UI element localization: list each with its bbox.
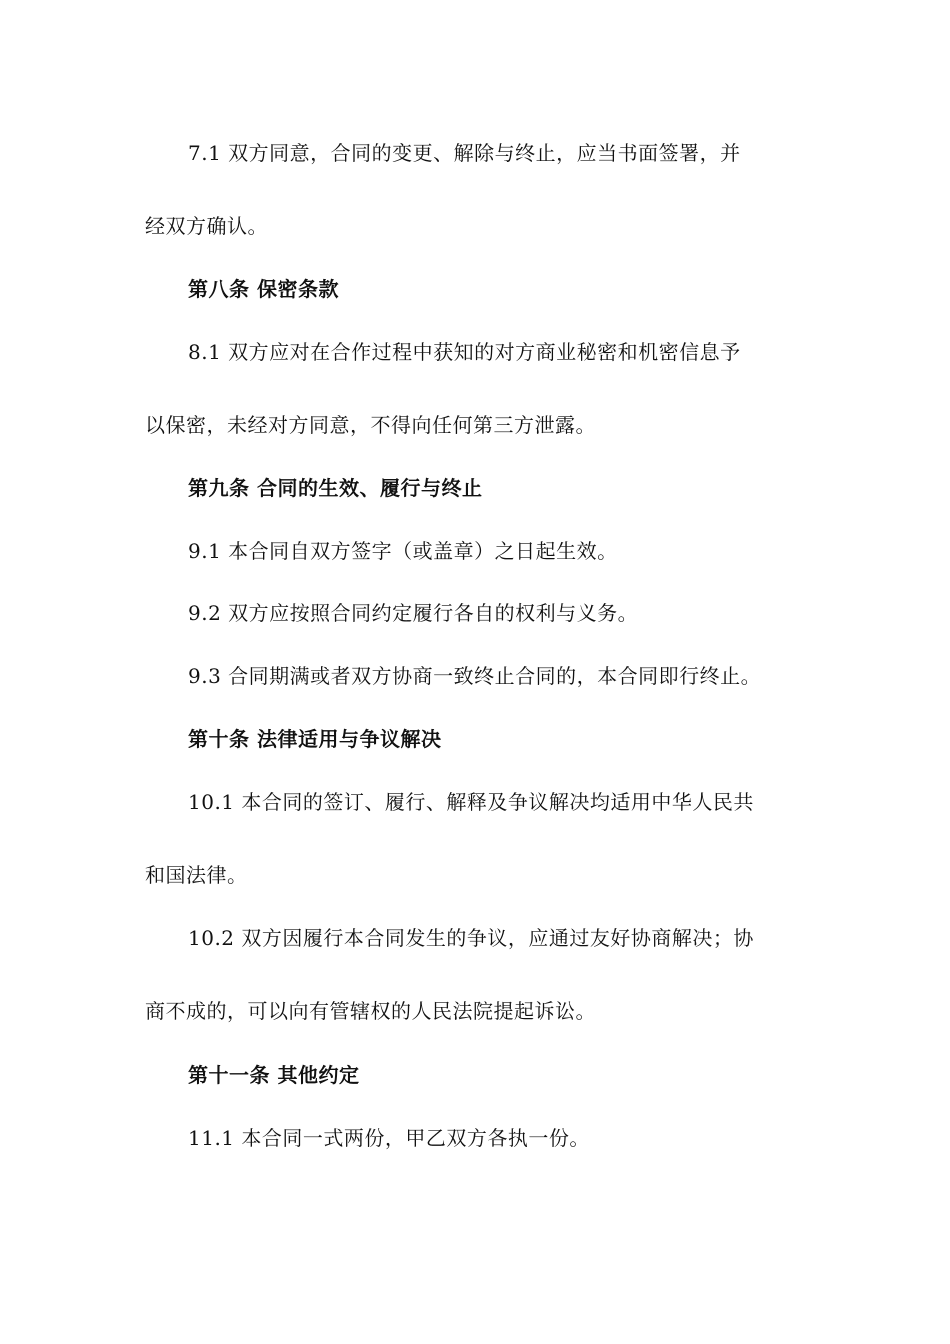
clause-10-2-line-1: 10.2 双方因履行本合同发生的争议，应通过友好协商解决；协 [188,926,754,950]
clause-10-1-line-1: 10.1 本合同的签订、履行、解释及争议解决均适用中华人民共 [188,790,754,814]
clause-9-2: 9.2 双方应按照合同约定履行各自的权利与义务。 [188,601,639,625]
clause-8-1-line-1: 8.1 双方应对在合作过程中获知的对方商业秘密和机密信息予 [188,340,741,364]
clause-11-1: 11.1 本合同一式两份，甲乙双方各执一份。 [188,1126,590,1150]
clause-8-1-line-2: 以保密，未经对方同意，不得向任何第三方泄露。 [145,413,596,437]
article-8-heading: 第八条 保密条款 [188,277,339,301]
article-11-heading: 第十一条 其他约定 [188,1063,360,1087]
clause-10-2-line-2: 商不成的，可以向有管辖权的人民法院提起诉讼。 [145,999,596,1023]
article-9-heading: 第九条 合同的生效、履行与终止 [188,476,483,500]
article-10-heading: 第十条 法律适用与争议解决 [188,727,442,751]
clause-7-1-line-2: 经双方确认。 [145,214,268,238]
clause-10-1-line-2: 和国法律。 [145,863,248,887]
clause-7-1-line-1: 7.1 双方同意，合同的变更、解除与终止，应当书面签署，并 [188,141,741,165]
clause-9-3: 9.3 合同期满或者双方协商一致终止合同的，本合同即行终止。 [188,664,762,688]
clause-9-1: 9.1 本合同自双方签字（或盖章）之日起生效。 [188,539,618,563]
